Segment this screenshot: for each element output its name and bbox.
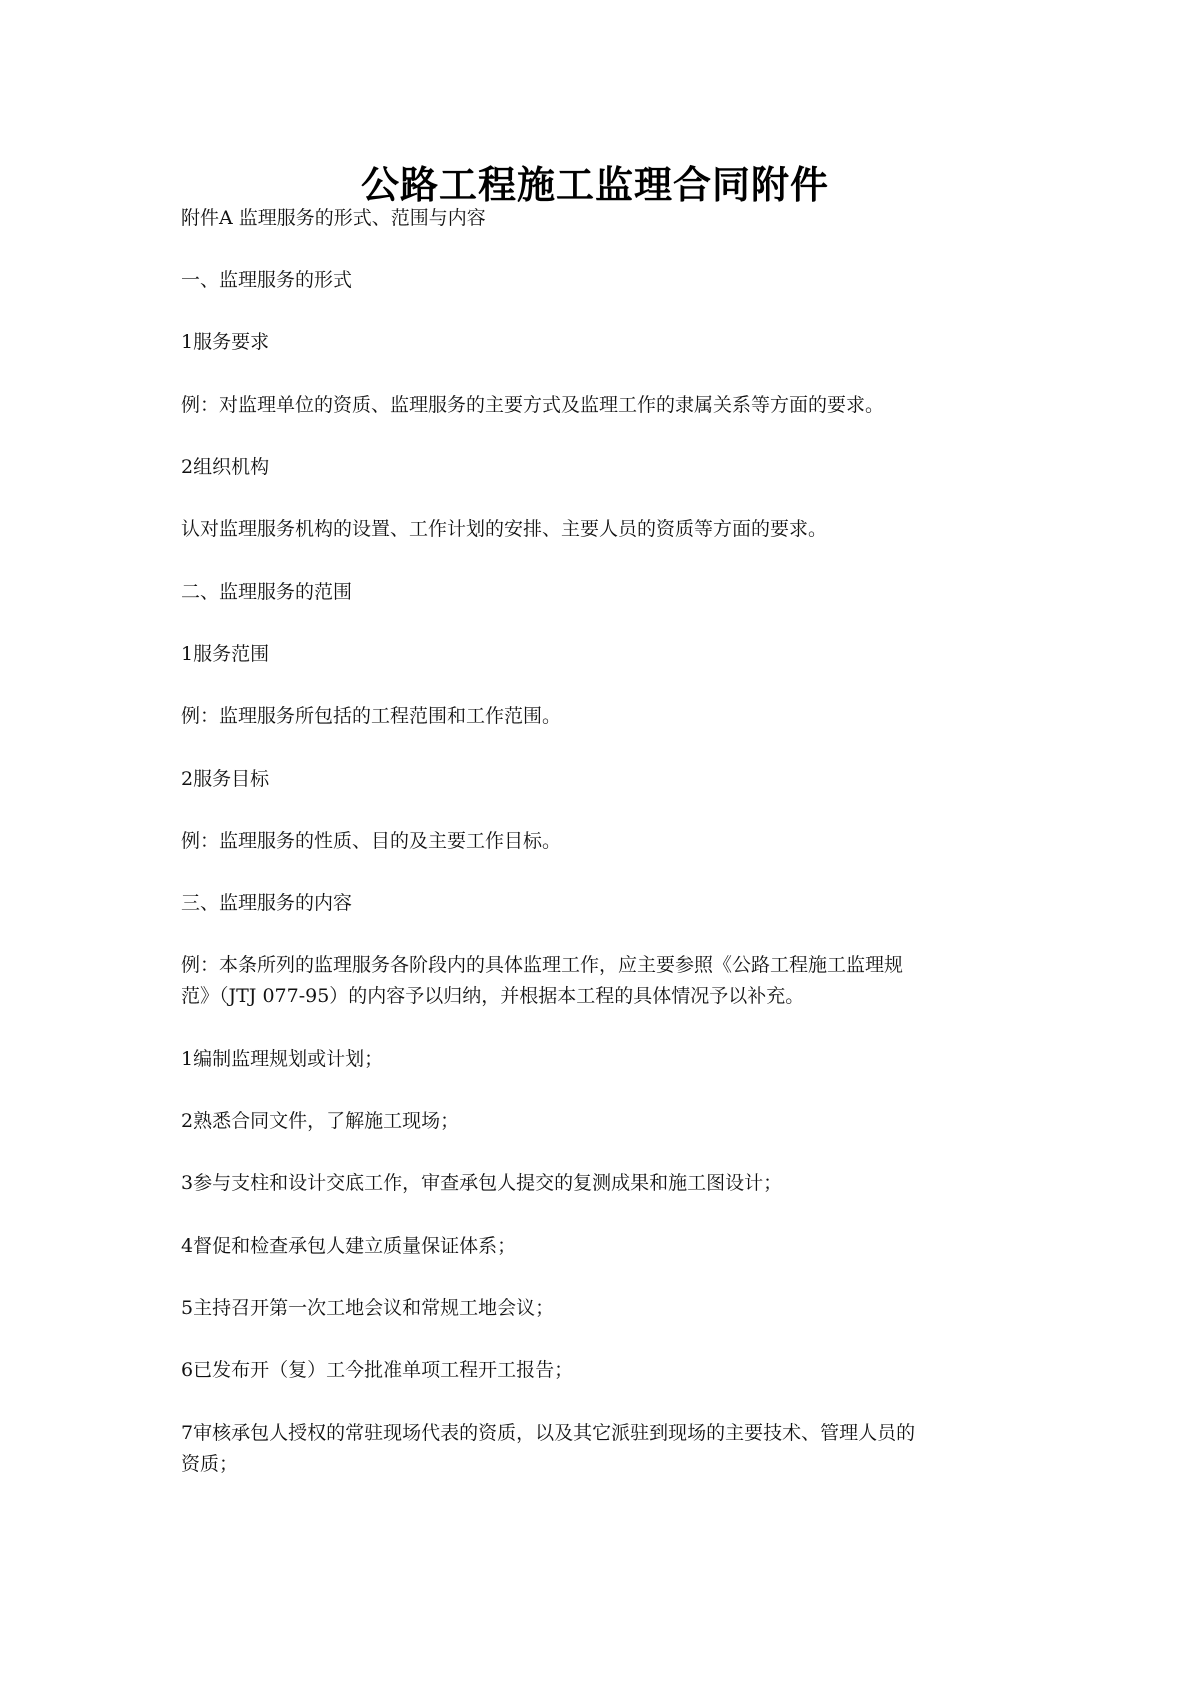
paragraph-line: 例：本条所列的监理服务各阶段内的具体监理工作，应主要参照《公路工程施工监理规 [181,954,904,976]
paragraph-text: 例：对监理单位的资质、监理服务的主要方式及监理工作的隶属关系等方面的要求。 [181,394,885,416]
list-item: 3参与支柱和设计交底工作，审查承包人提交的复测成果和施工图设计； [181,1172,783,1194]
list-item-7 [181,1418,1021,1480]
list-item: 5主持召开第一次工地会议和常规工地会议； [181,1297,555,1319]
list-item: 1编制监理规划或计划； [181,1048,384,1070]
section-heading-1: 一、监理服务的形式 [181,269,353,291]
paragraph-text: 例：监理服务所包括的工程范围和工作范围。 [181,705,562,727]
subheading-service-goals: 2服务目标 [181,768,270,790]
subheading-service-scope: 1服务范围 [181,643,270,665]
paragraph-text: 认对监理服务机构的设置、工作计划的安排、主要人员的资质等方面的要求。 [181,518,828,540]
section-heading-2: 二、监理服务的范围 [181,581,353,603]
paragraph-text: 例：监理服务的性质、目的及主要工作目标。 [181,830,562,852]
list-item: 2熟悉合同文件，了解施工现场； [181,1110,460,1132]
paragraph-line: 范》（JTJ 077-95）的内容予以归纳，并根据本工程的具体情况予以补充。 [181,985,805,1007]
section-heading-3: 三、监理服务的内容 [181,892,353,914]
subheading-service-requirements: 1服务要求 [181,331,270,353]
example-paragraph [181,950,1021,1012]
list-item: 6已发布开（复）工今批准单项工程开工报告； [181,1359,574,1381]
paragraph-line: 资质； [181,1453,239,1475]
attachment-heading: 附件A 监理服务的形式、范围与内容 [181,207,486,229]
document-title: 公路工程施工监理合同附件 [360,163,829,207]
subheading-organization: 2组织机构 [181,456,270,478]
paragraph-line: 7审核承包人授权的常驻现场代表的资质，以及其它派驻到现场的主要技术、管理人员的 [181,1422,916,1444]
list-item: 4督促和检查承包人建立质量保证体系； [181,1235,517,1257]
